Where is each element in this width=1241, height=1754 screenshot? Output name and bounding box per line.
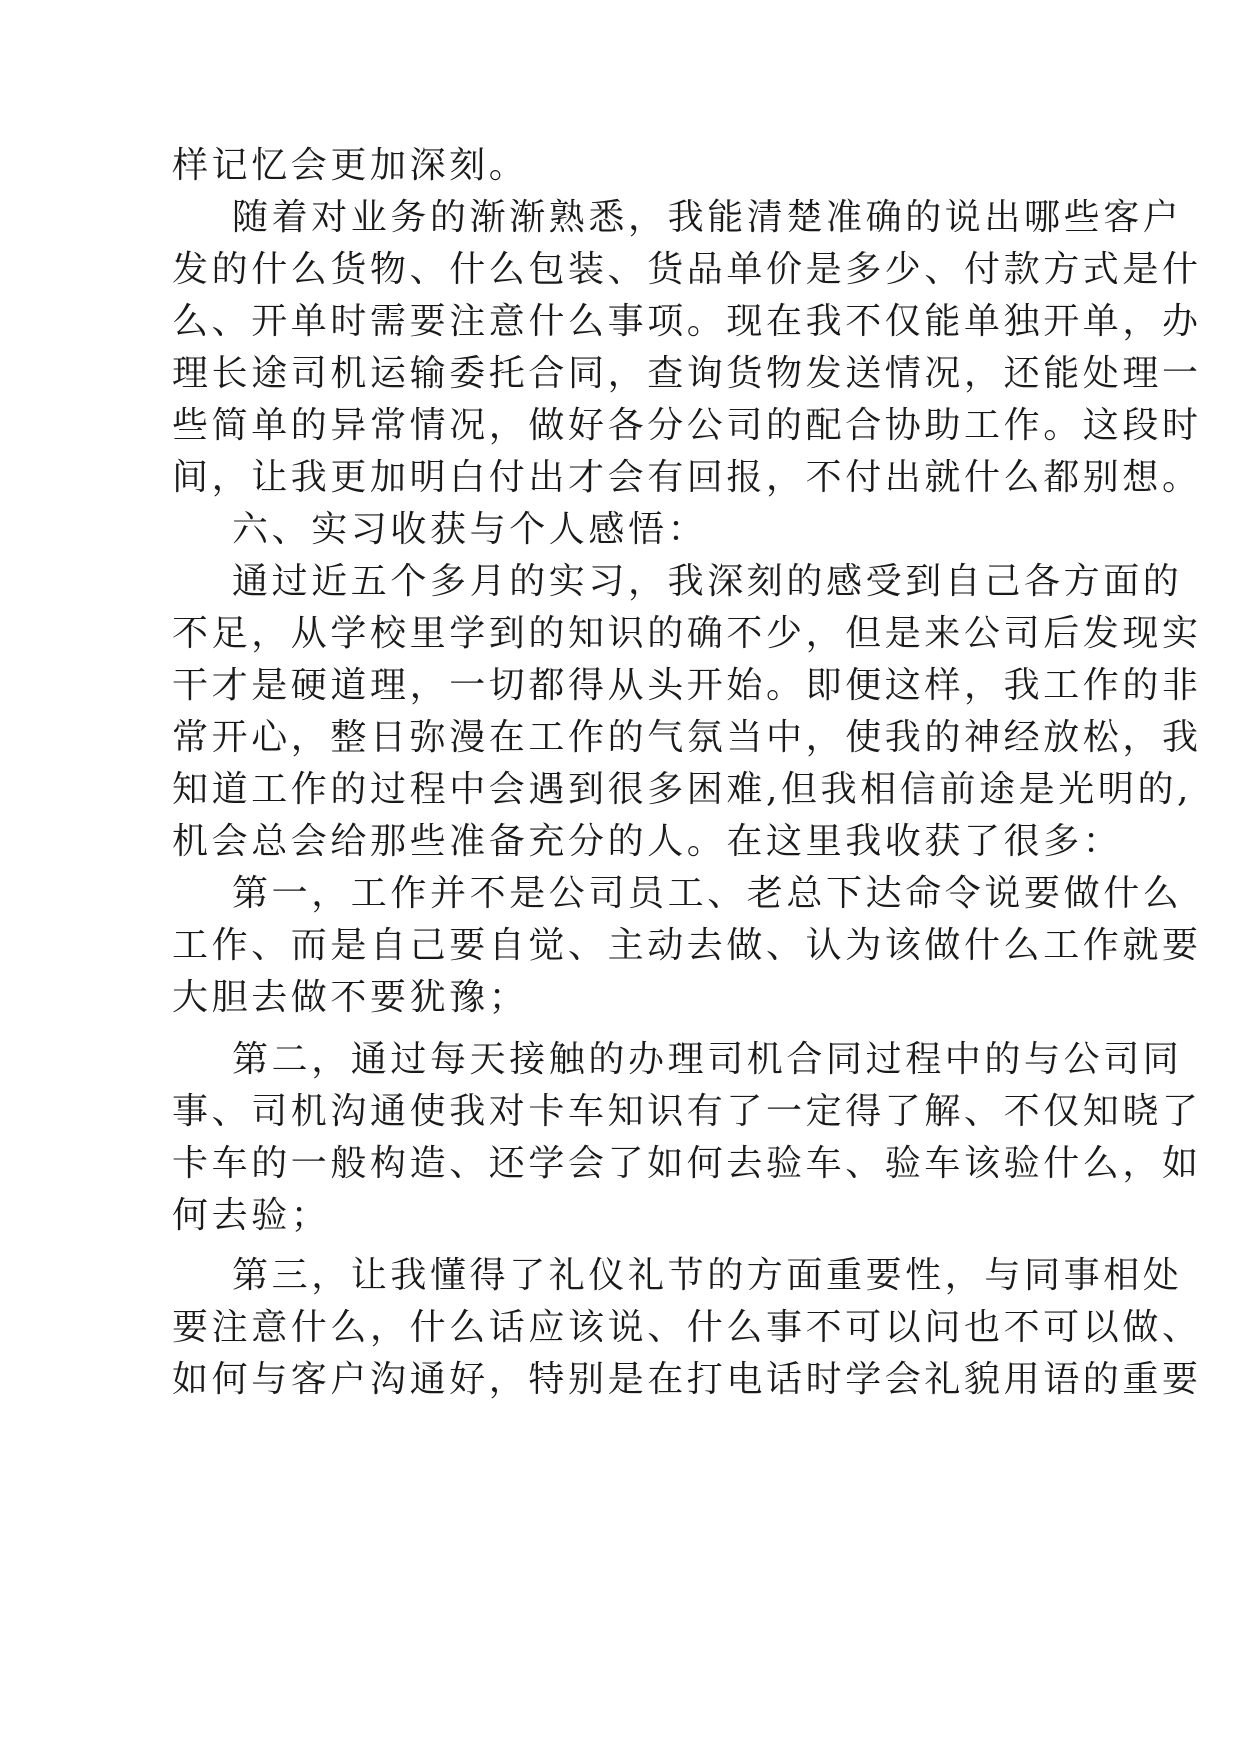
text-line: 卡车的一般构造、还学会了如何去验车、验车该验什么，如	[172, 1143, 1202, 1184]
text-line: 发的什么货物、什么包装、货品单价是多少、付款方式是什	[172, 249, 1202, 290]
text-line: 大胆去做不要犹豫；	[172, 977, 529, 1018]
text-line: 工作、而是自己要自觉、主动去做、认为该做什么工作就要	[172, 925, 1202, 966]
text-line: 样记忆会更加深刻。	[172, 145, 529, 186]
text-line: 间，让我更加明白付出才会有回报，不付出就什么都别想。	[172, 457, 1202, 498]
text-line: 要注意什么，什么话应该说、什么事不可以问也不可以做、	[172, 1307, 1202, 1348]
text-line: 常开心，整日弥漫在工作的气氛当中，使我的神经放松，我	[172, 717, 1202, 758]
text-line: 如何与客户沟通好，特别是在打电话时学会礼貌用语的重要	[172, 1359, 1202, 1400]
text-line: 通过近五个多月的实习，我深刻的感受到自己各方面的	[232, 561, 1183, 602]
text-line: 不足，从学校里学到的知识的确不少，但是来公司后发现实	[172, 613, 1202, 654]
text-line: 知道工作的过程中会遇到很多困难,但我相信前途是光明的,	[172, 769, 1193, 810]
text-line: 些简单的异常情况，做好各分公司的配合协助工作。这段时	[172, 405, 1202, 446]
text-line: 干才是硬道理，一切都得从头开始。即便这样，我工作的非	[172, 665, 1202, 706]
text-line: 理长途司机运输委托合同，查询货物发送情况，还能处理一	[172, 353, 1202, 394]
section-heading: 六、实习收获与个人感悟：	[232, 509, 708, 550]
text-line: 随着对业务的渐渐熟悉，我能清楚准确的说出哪些客户	[232, 197, 1183, 238]
text-line: 第一，工作并不是公司员工、老总下达命令说要做什么	[232, 873, 1183, 914]
text-line: 事、司机沟通使我对卡车知识有了一定得了解、不仅知晓了	[172, 1091, 1202, 1132]
text-line: 机会总会给那些准备充分的人。在这里我收获了很多：	[172, 821, 1123, 862]
text-line: 第三，让我懂得了礼仪礼节的方面重要性，与同事相处	[232, 1255, 1183, 1296]
text-line: 第二，通过每天接触的办理司机合同过程中的与公司同	[232, 1039, 1183, 1080]
text-line: 么、开单时需要注意什么事项。现在我不仅能单独开单，办	[172, 301, 1202, 342]
text-line: 何去验；	[172, 1195, 331, 1236]
